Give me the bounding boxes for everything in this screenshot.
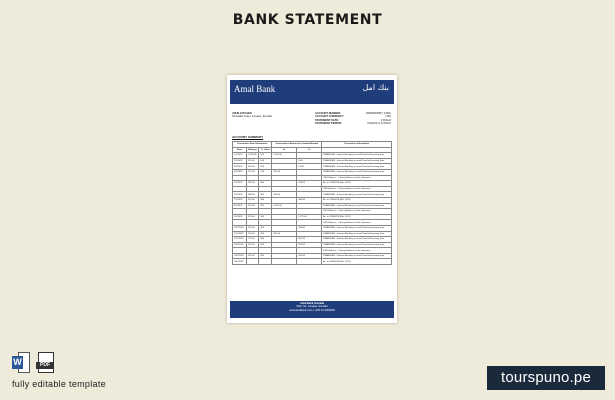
table-cell: 6/1/2022 — [233, 192, 247, 198]
transaction-description: Ac. to 12345678 (Ref. 2022) — [322, 259, 392, 265]
transaction-description: TRANSFER - Internet Banking account/Transfer/Incoming from — [322, 169, 392, 175]
table-cell: 220.00 — [246, 214, 259, 220]
table-cell: 300 — [259, 231, 272, 237]
brand-logo[interactable]: tourspuno.pe — [487, 366, 605, 390]
table-cell — [246, 259, 259, 265]
table-cell: 1,414.89 — [246, 153, 259, 159]
account-value: 01/02/22 to 27/02/22 — [367, 122, 391, 126]
transaction-description: Ac. to 12345678 (Ref. 2022) — [322, 181, 392, 187]
footer-line: www.amalbank.com | +252 61 0000000 — [289, 308, 335, 312]
transaction-description: Ac. to 12345678 (Ref. 2022) — [322, 214, 392, 220]
table-cell: 400 — [259, 242, 272, 248]
table-cell: 3.00 — [297, 158, 322, 164]
table-cell: 361.00 — [297, 237, 322, 243]
table-cell: 9/1/2022 — [233, 214, 247, 220]
table-cell: 340.00 — [297, 197, 322, 203]
transaction-description: TRANSFER - Internet Banking account/Transfer/Incoming from — [322, 203, 392, 209]
account-value: 27/01/22 — [380, 118, 391, 122]
bank-banner — [230, 80, 394, 104]
footer-line: KM4, Str. Jumasa, Somalia — [296, 305, 328, 309]
table-cell: 4/1/2022 — [233, 169, 247, 175]
table-cell: 1,150.00 — [272, 153, 297, 159]
table-cell: 300 — [259, 225, 272, 231]
table-cell: 120.00 — [246, 225, 259, 231]
table-header: Transaction Information — [322, 142, 392, 148]
customer-name: JOHN GITCHEN — [232, 112, 252, 115]
table-cell: 14.80 — [297, 164, 322, 170]
table-cell: 1,567.00 — [272, 203, 297, 209]
customer-address: Shuwaikh street, Jumasa, Somalia — [232, 115, 272, 119]
table-cell — [259, 259, 272, 265]
transaction-description: TRANSFER - Internet Banking account/Transfer/Incoming from — [322, 164, 392, 170]
table-cell: 226.00 — [246, 197, 259, 203]
table-header: Transaction Date Information — [233, 142, 272, 148]
account-details — [315, 112, 391, 126]
table-cell: 1/1/2022 — [233, 153, 247, 159]
table-cell: 620 — [259, 158, 272, 164]
account-value: USD — [385, 115, 391, 119]
table-cell: 14/1/2022 — [233, 253, 247, 259]
table-cell: 300 — [259, 214, 272, 220]
table-cell: 1,775.00 — [297, 214, 322, 220]
account-value: 3056666098(*) (USD) — [365, 112, 391, 115]
statement-preview — [227, 75, 397, 323]
table-cell: 630 — [259, 164, 272, 170]
transaction-description: USD Balance - Closing Balance of the statement — [322, 248, 392, 254]
table-cell: 351.00 — [297, 253, 322, 259]
table-cell — [297, 259, 322, 265]
transaction-description: USD Balance - Closing Balance of the statement — [322, 175, 392, 181]
bank-name-script: بنك امل — [362, 83, 389, 92]
table-cell: 100.00 — [272, 169, 297, 175]
table-subheader: Date — [233, 147, 247, 153]
table-cell: 12/1/2022 — [233, 237, 247, 243]
transaction-description: USD Balance - Closing Balance of the statement — [322, 209, 392, 215]
table-cell: 300 — [259, 197, 272, 203]
pdf-file-icon[interactable]: PDF — [36, 352, 54, 373]
table-cell: 10/1/2022 — [233, 225, 247, 231]
table-cell: 720 — [259, 169, 272, 175]
table-cell — [272, 259, 297, 265]
table-cell: 8/1/2022 — [233, 203, 247, 209]
table-cell: 300 — [259, 203, 272, 209]
transactions-table — [232, 141, 392, 265]
table-cell: 300 — [259, 253, 272, 259]
table-subheader: Balance — [246, 147, 259, 153]
summary-heading: ACCOUNT SUMMARY — [232, 135, 264, 139]
table-cell: 11/1/2022 — [233, 231, 247, 237]
table-header: Transactions Amount on Outward/Inward — [272, 142, 322, 148]
table-cell: 325.00 — [246, 242, 259, 248]
table-cell: 784.00 — [297, 242, 322, 248]
transaction-description: TRANSFER - Internet Banking account/Transfer/Incoming from — [322, 253, 392, 259]
table-cell: 344.00 — [297, 225, 322, 231]
transaction-description: TRANSFER - Internet Banking account/Transfer/Incoming from — [322, 158, 392, 164]
table-cell: 3/1/2022 — [233, 164, 247, 170]
word-file-icon[interactable]: W — [12, 352, 30, 373]
account-label: STATEMENT DATE: — [315, 118, 339, 122]
table-cell: 300 — [259, 181, 272, 187]
transaction-description: TRANSFER - Internet Banking account/Transfer/Incoming from — [322, 242, 392, 248]
account-row — [315, 122, 391, 125]
table-cell: 150.00 — [246, 164, 259, 170]
page-title: BANK STATEMENT — [232, 12, 383, 28]
table-cell: 243.00 — [297, 181, 322, 187]
table-cell: 15/1/2022 — [233, 259, 247, 265]
table-cell: 150.00 — [246, 203, 259, 209]
table-cell: 520 — [259, 153, 272, 159]
table-cell: 175.00 — [246, 169, 259, 175]
table-cell: 333.00 — [272, 192, 297, 198]
account-label: ACCOUNT CURRENCY: — [315, 115, 345, 119]
table-cell: 5/1/2022 — [233, 181, 247, 187]
table-subheader: Cr — [297, 147, 322, 153]
transaction-description: USD Balance - Closing Balance of the statement — [322, 186, 392, 192]
transaction-description: TRANSFER - Internet Banking account/Transfer/Incoming from — [322, 225, 392, 231]
table-cell: 300.00 — [272, 231, 297, 237]
table-cell: 129.00 — [246, 181, 259, 187]
bank-name: Amal Bank — [234, 84, 276, 94]
table-row — [233, 259, 392, 265]
account-label: STATEMENT PERIOD: — [315, 122, 342, 126]
table-cell: 300 — [259, 237, 272, 243]
table-cell: 150.00 — [246, 158, 259, 164]
table-cell: 13/1/2022 — [233, 242, 247, 248]
transaction-description: TRANSFER - Internet Banking account/Transfer/Incoming from — [322, 153, 392, 159]
table-cell: 130.00 — [246, 231, 259, 237]
transaction-description: Ac. to 12345678 (Ref. 2022) — [322, 197, 392, 203]
table-cell: 2/1/2022 — [233, 158, 247, 164]
table-cell: 170.00 — [246, 237, 259, 243]
transaction-description: TRANSFER - Internet Banking account/Transfer/Incoming from — [322, 192, 392, 198]
table-cell: 220.00 — [246, 253, 259, 259]
editable-caption: fully editable template — [12, 379, 106, 389]
transaction-description: USD Balance - Closing Balance of the statement — [322, 220, 392, 226]
account-label: ACCOUNT NUMBER: — [315, 112, 341, 115]
customer-block — [232, 112, 272, 118]
table-subheader: Tr. Value — [259, 147, 272, 153]
table-subheader: Dr — [272, 147, 297, 153]
footer-line: Amal Bank Somalia — [299, 302, 325, 305]
table-cell: 300 — [259, 192, 272, 198]
table-cell: 7/1/2022 — [233, 197, 247, 203]
format-icons — [12, 352, 54, 373]
transaction-description: TRANSFER - Internet Banking account/Transfer/Incoming from — [322, 237, 392, 243]
bank-footer — [230, 301, 394, 318]
table-cell: 338.00 — [246, 192, 259, 198]
transaction-description: TRANSFER - Internet Banking account/Transfer/Incoming from — [322, 231, 392, 237]
